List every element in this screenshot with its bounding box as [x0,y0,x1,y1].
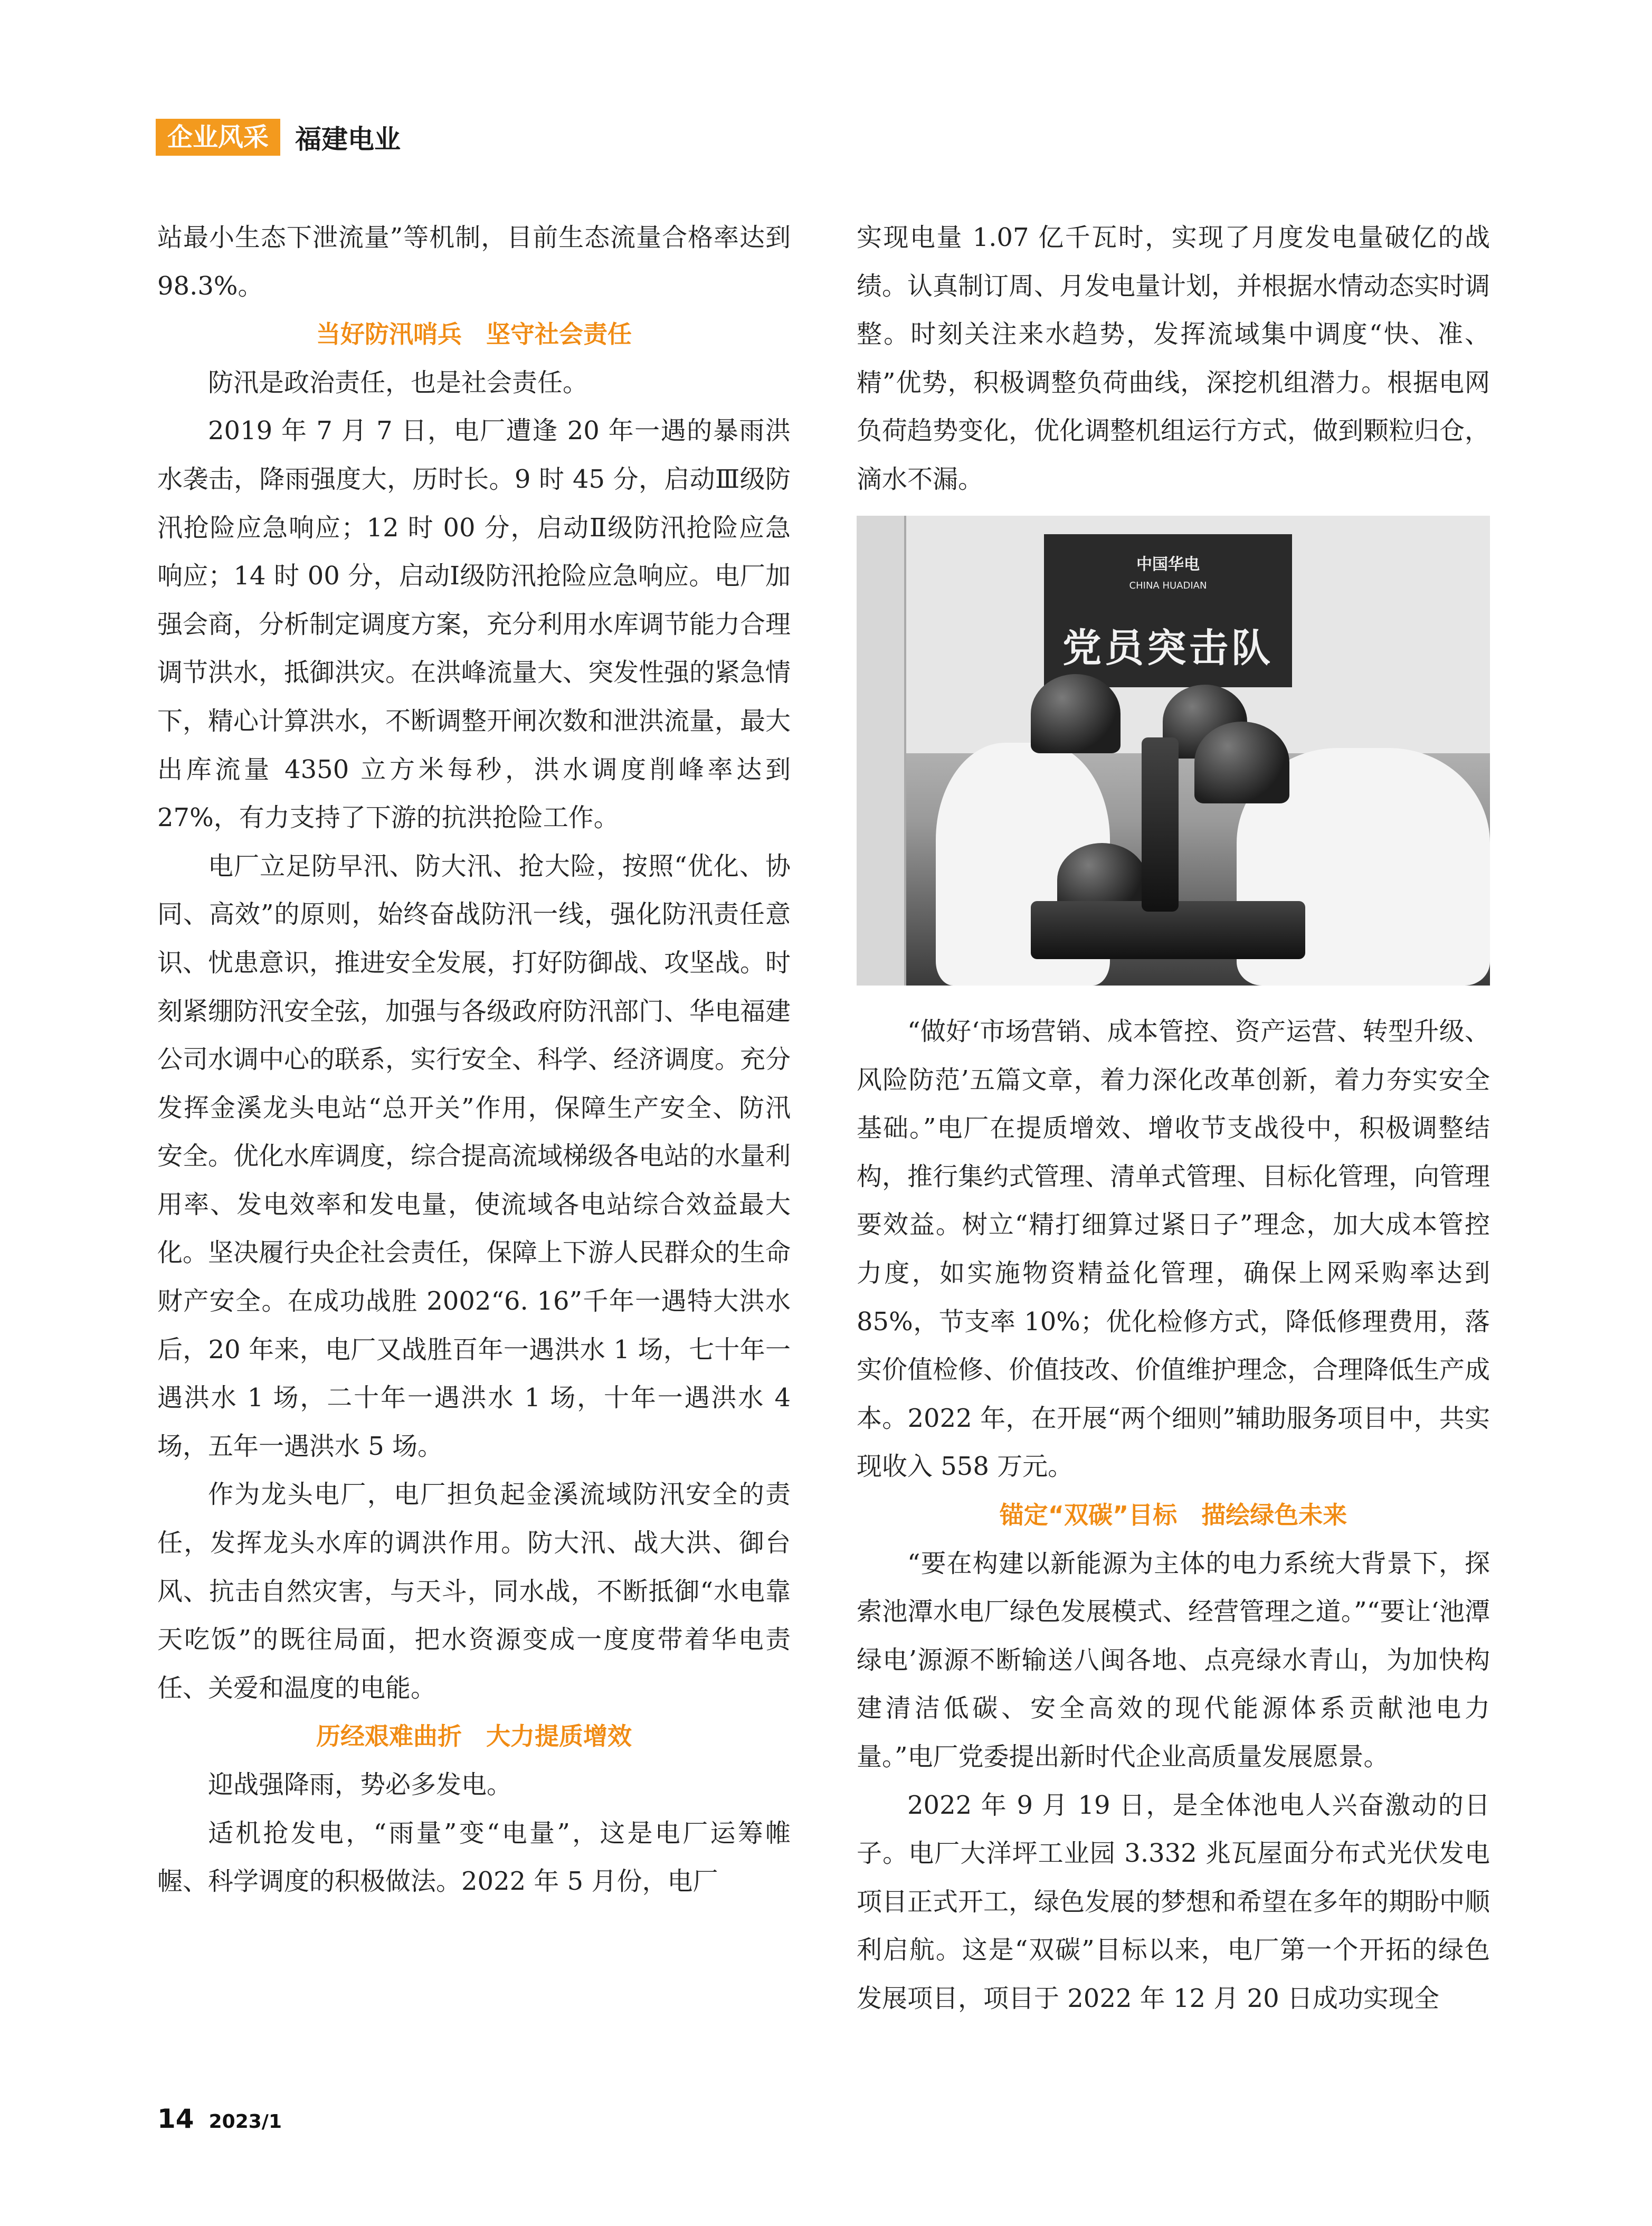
page-footer [157,2104,282,2134]
paragraph: 作为龙头电厂，电厂担负起金溪流域防汛安全的责任，发挥龙头水库的调洪作用。防大汛、战大洪、御台风、抗击自然灾害，与天斗，同水战，不断抵御“水电靠天吃饭”的既往局面，把水资源变成一度度带着华电责任、关爱和温度的电能。 [157,1480,791,1703]
paragraph: 迎战强降雨，势必多发电。 [208,1770,512,1799]
right-column-top [857,214,1490,504]
section-heading: 历经艰难曲折 大力提质增效 [316,1722,632,1751]
article-photo [857,516,1490,986]
paragraph: 实现电量 1.07 亿千瓦时，实现了月度发电量破亿的战绩。认真制订周、月发电量计划，并根据水情动态实时调整。时刻关注来水趋势，发挥流域集中调度“快、准、精”优势，积极调整负荷曲线，深挖机组潜力。根据电网负荷趋势变化，优化调整机组运行方式，做到颗粒归仓，滴水不漏。 [857,223,1490,494]
page-number: 14 [157,2104,194,2134]
party-flag [1044,534,1292,687]
valve-stem [1142,737,1179,912]
section-heading: 锚定“双碳”目标 描绘绿色未来 [999,1500,1347,1529]
paragraph: 2022 年 9 月 19 日，是全体池电人兴奋激动的日子。电厂大洋坪工业园 3.332 兆瓦屋面分布式光伏发电项目正式开工，绿色发展的梦想和希望在多年的期盼中顺利启航。这是“双碳”目标以来，电厂第一个开拓的绿色发展项目，项目于 2022 年 12 月 20 日成功实现全 [857,1790,1490,2013]
paragraph: 防汛是政治责任，也是社会责任。 [208,367,588,397]
page-header [156,119,401,156]
helmet-icon [1031,674,1121,753]
photo-cabinet [857,516,906,986]
flag-logo: 中国华电 CHINA HUADIAN [1129,555,1207,591]
paragraph: 电厂立足防早汛、防大汛、抢大险，按照“优化、协同、高效”的原则，始终奋战防汛一线，强化防汛责任意识、忧患意识，推进安全发展，打好防御战、攻坚战。时刻紧绷防汛安全弦，加强与各级政府防汛部门、华电福建公司水调中心的联系，实行安全、科学、经济调度。充分发挥金溪龙头电站“总开关”作用，保障生产安全、防汛安全。优化水库调度，综合提高流域梯级各电站的水量利用率、发电效率和发电量，使流域各电站综合效益最大化。坚决履行央企社会责任，保障上下游人民群众的生命财产安全。在成功战胜 2002“6. 16”千年一遇特大洪水后，20 年来，电厂又战胜百年一遇洪水 1 场，七十年一遇洪水 1 场，二十年一遇洪水 1 场，十年一遇洪水 4 场，五年一遇洪水 5 场。 [157,851,791,1461]
section-tag: 企业风采 [156,119,280,156]
issue-number: 2023/1 [208,2111,282,2133]
paragraph: 站最小生态下泄流量”等机制，目前生态流量合格率达到 98.3%。 [157,223,791,301]
paragraph: “要在构建以新能源为主体的电力系统大背景下，探索池潭水电厂绿色发展模式、经营管理之道。”“要让‘池潭绿电’源源不断输送八闽各地、点亮绿水青山，为加快构建清洁低碳、安全高效的现代能源体系贡献池电力量。”电厂党委提出新时代企业高质量发展愿景。 [857,1548,1490,1772]
helmet-icon [1194,722,1289,803]
magazine-title: 福建电业 [295,124,401,155]
left-column [157,214,791,1906]
flag-text: 党员突击队 [1062,626,1274,671]
paragraph: 适机抢发电，“雨量”变“电量”，这是电厂运筹帷幄、科学调度的积极做法。2022 年 5 月份，电厂 [157,1818,791,1897]
paragraph: “做好‘市场营销、成本管控、资产运营、转型升级、风险防范’五篇文章，着力深化改革创新，着力夯实安全基础。”电厂在提质增效、增收节支战役中，积极调整结构，推行集约式管理、清单式管理、目标化管理，向管理要效益。树立“精打细算过紧日子”理念，加大成本管控力度，如实施物资精益化管理，确保上网采购率达到 85%，节支率 10%；优化检修方式，降低修理费用，落实价值检修、价值技改、价值维护理念，合理降低生产成本。2022 年，在开展“两个细则”辅助服务项目中，共实现收入 558 万元。 [857,1017,1490,1482]
right-column-bottom [857,1008,1490,2023]
section-heading: 当好防汛哨兵 坚守社会责任 [316,320,632,349]
paragraph: 2019 年 7 月 7 日，电厂遭逢 20 年一遇的暴雨洪水袭击，降雨强度大，历时长。9 时 45 分，启动Ⅲ级防汛抢险应急响应；12 时 00 分，启动Ⅱ级防汛抢险应急响应；14 时 00 分，启动Ⅰ级防汛抢险应急响应。电厂加强会商，分析制定调度方案，充分利用水库调节能力合理调节洪水，抵御洪灾。在洪峰流量大、突发性强的紧急情下，精心计算洪水，不断调整开闸次数和泄洪流量，最大出库流量 4350 立方米每秒，洪水调度削峰率达到 27%，有力支持了下游的抗洪抢险工作。 [157,416,791,833]
